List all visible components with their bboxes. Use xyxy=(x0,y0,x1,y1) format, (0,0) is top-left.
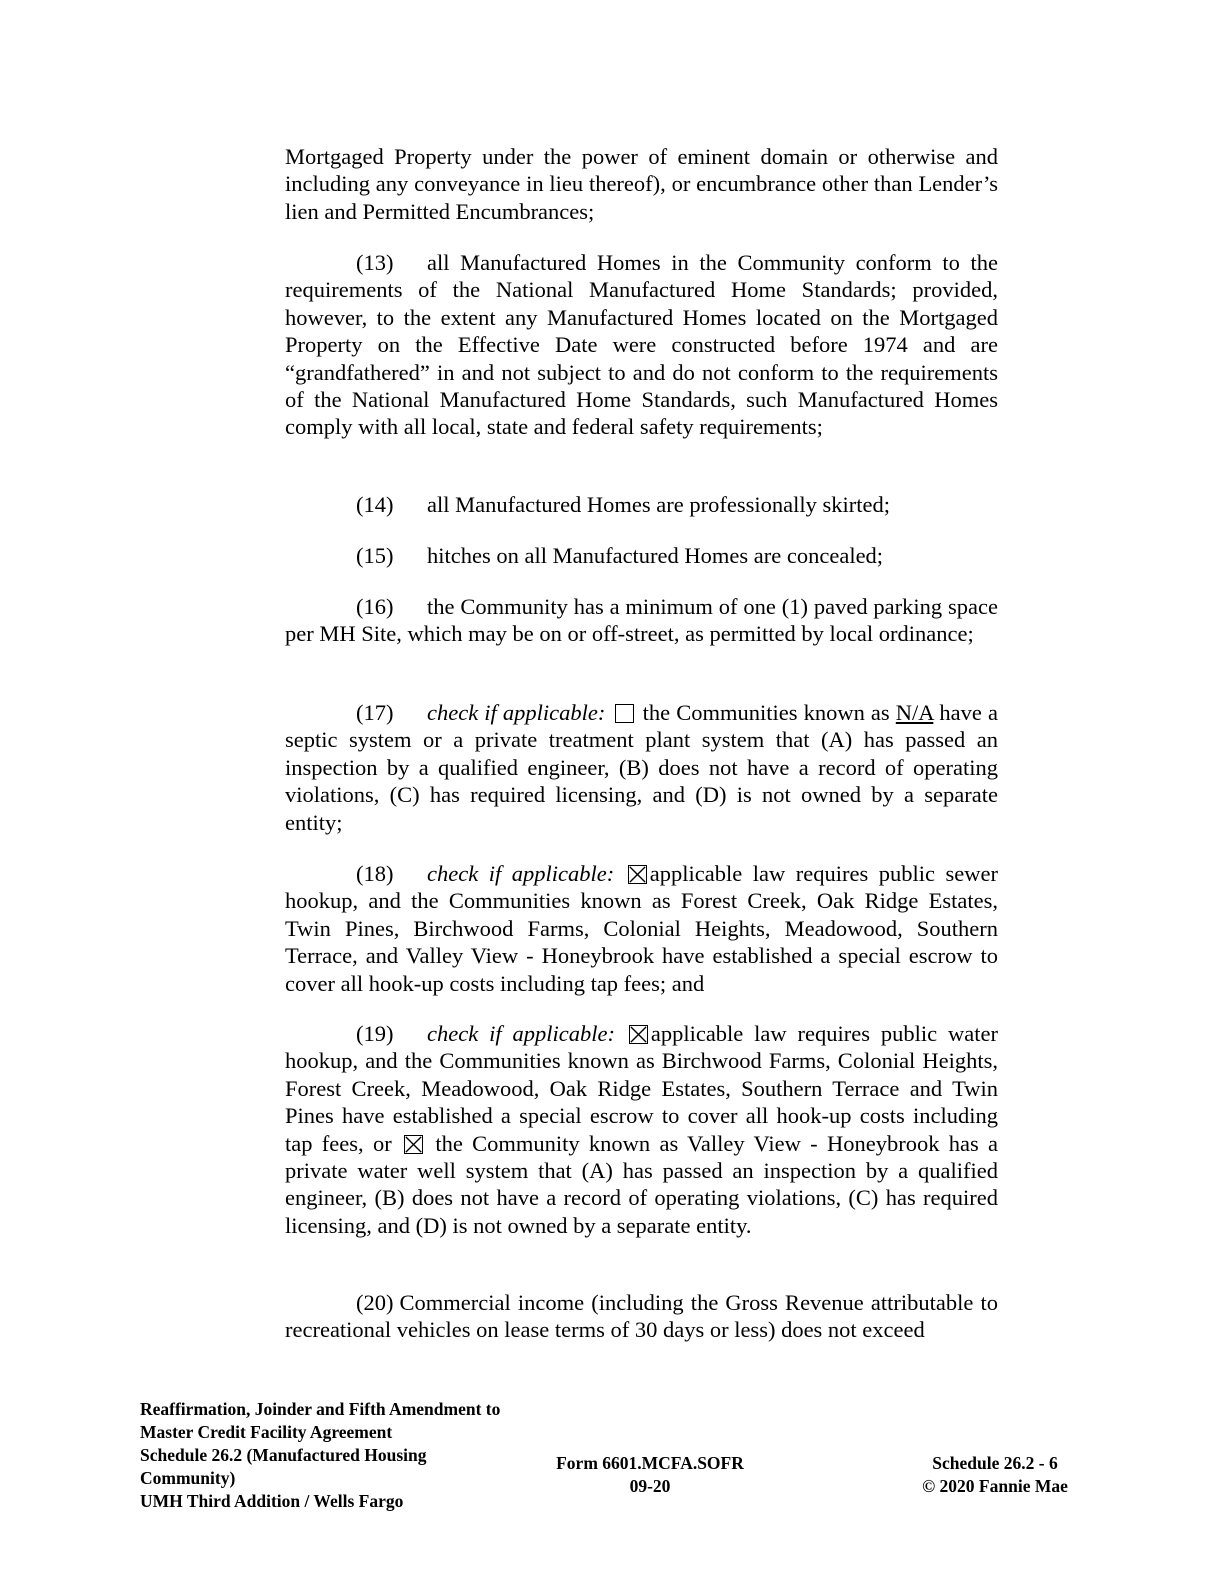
paragraph-text: all Manufactured Homes are professionally skirted; xyxy=(427,492,890,517)
paragraph-number: (18) xyxy=(356,861,394,886)
paragraph-continuation xyxy=(285,143,998,225)
checkbox-17-unchecked[interactable] xyxy=(615,704,634,723)
footer-line: 09-20 xyxy=(629,1476,671,1496)
communities-value: N/A xyxy=(895,700,934,725)
x-mark-icon xyxy=(630,1026,647,1043)
check-label: check if applicable: xyxy=(427,700,606,725)
paragraph-14 xyxy=(285,491,998,518)
footer-line: Form 6601.MCFA.SOFR xyxy=(556,1453,744,1473)
footer-line: Schedule 26.2 (Manufactured Housing xyxy=(140,1445,427,1465)
paragraph-text: hitches on all Manufactured Homes are concealed; xyxy=(427,543,884,568)
check-label: check if applicable: xyxy=(427,1021,615,1046)
footer-document-title xyxy=(140,1398,560,1513)
footer-line: Reaffirmation, Joinder and Fifth Amendment to xyxy=(140,1399,501,1419)
footer-page-info xyxy=(880,1452,1110,1498)
paragraph-number: (13) xyxy=(356,250,394,275)
paragraph-number: (16) xyxy=(356,594,394,619)
checkbox-18-checked[interactable] xyxy=(628,865,647,884)
checkbox-19b-checked[interactable] xyxy=(404,1135,423,1154)
footer-line: Master Credit Facility Agreement xyxy=(140,1422,393,1442)
paragraph-text: Commercial income (including the Gross Revenue attributable to recreational vehicles on lease terms of 30 days or less) does not exceed xyxy=(285,1290,998,1343)
paragraph-text: applicable law requires public water hookup, and the Communities known as Birchwood Farms, Colonial Heights, Forest Creek, Meadowood, Oak Ridge Estates, Southern Terrace and Twin Pines have established a special escrow to cover all hook-up costs including tap fees, or xyxy=(285,1021,999,1156)
paragraph-16 xyxy=(285,593,998,648)
footer-line: Schedule 26.2 - 6 xyxy=(932,1453,1058,1473)
paragraph-text: all Manufactured Homes in the Community conform to the requirements of the National Manufactured Home Standards; provided, however, to the extent any Manufactured Homes located on the Mortgaged Property on the Effective Date were constructed before 1974 and are “grandfathered” in and not subject to and do not conform to the requirements of the National Manufactured Home Standards, such Manufactured Homes comply with all local, state and federal safety requirements; xyxy=(285,250,998,440)
paragraph-text: the Community has a minimum of one (1) paved parking space per MH Site, which may be on or off-street, as permitted by local ordinance; xyxy=(285,594,998,647)
paragraph-number: (17) xyxy=(356,700,394,725)
x-mark-icon xyxy=(405,1136,422,1153)
paragraph-18 xyxy=(285,860,998,997)
paragraph-text: the Community known as Valley View - Honeybrook has a private water well system that (A) has passed an inspection by a qualified engineer, (B) does not have a record of operating violations, (C) has required licensing, and (D) is not owned by a separate entity. xyxy=(285,1130,999,1238)
paragraph-text: applicable law requires public sewer hookup, and the Communities known as Forest Creek, Oak Ridge Estates, Twin Pines, Birchwood Farms, Colonial Heights, Meadowood, Southern Terrace, and Valley View - Honeybrook have established a special escrow to cover all hook-up costs including tap fees; and xyxy=(285,861,998,996)
footer-form-number xyxy=(530,1452,770,1498)
checkbox-19a-checked[interactable] xyxy=(629,1025,648,1044)
paragraph-13 xyxy=(285,249,998,441)
paragraph-number: (20) xyxy=(356,1290,394,1315)
paragraph-text: the Communities known as xyxy=(642,700,890,725)
paragraph-15 xyxy=(285,542,998,569)
paragraph-17 xyxy=(285,699,998,836)
paragraph-number: (19) xyxy=(356,1021,394,1046)
x-mark-icon xyxy=(629,866,646,883)
paragraph-text: Mortgaged Property under the power of eminent domain or otherwise and including any conveyance in lieu thereof), or encumbrance other than Lender’s lien and Permitted Encumbrances; xyxy=(285,144,998,224)
check-label: check if applicable: xyxy=(427,861,615,886)
footer-line: UMH Third Addition / Wells Fargo xyxy=(140,1491,404,1511)
paragraph-20 xyxy=(285,1289,998,1344)
paragraph-number: (14) xyxy=(356,492,394,517)
footer-line: Community) xyxy=(140,1468,236,1488)
paragraph-19 xyxy=(285,1020,998,1239)
paragraph-text: have a septic system or a private treatment plant system that (A) has passed an inspection by a qualified engineer, (B) does not have a record of operating violations, (C) has required licensing, and (D) is not owned by a separate entity; xyxy=(285,700,998,835)
paragraph-number: (15) xyxy=(356,543,394,568)
footer-line: © 2020 Fannie Mae xyxy=(922,1476,1068,1496)
